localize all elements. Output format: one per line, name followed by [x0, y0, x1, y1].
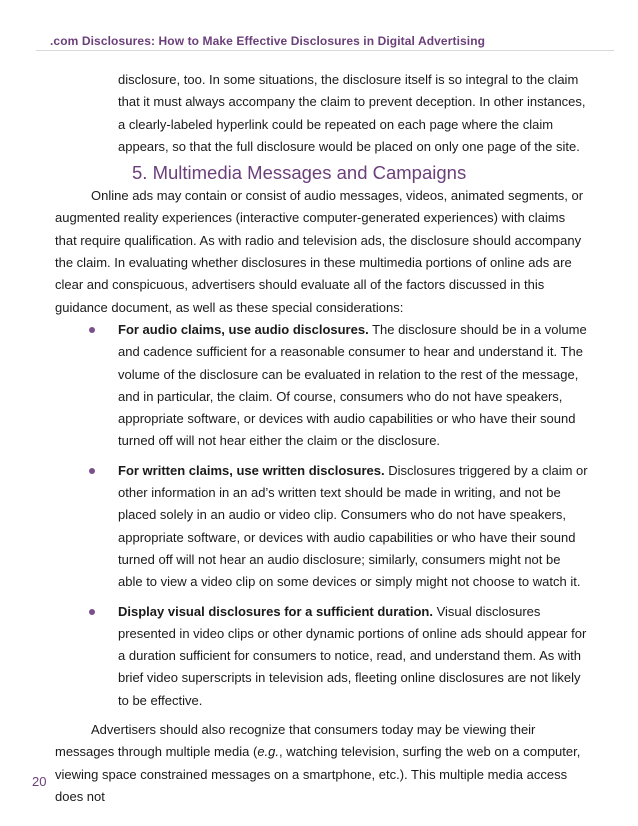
- closing-text-end: , watching television, surfing the web on a computer, viewing space constrained messages on a smartphone, etc.). This multiple media access does not: [55, 744, 581, 804]
- bullet-text: Visual disclosures presented in video clips or other dynamic portions of online ads should appear for a duration sufficient for consumers to notice, read, and understand them. As with brief video superscripts in television ads, fleeting online disclosures are not likely to be effective.: [118, 603, 587, 708]
- closing-text-start: Advertisers should also recognize that consumers today may be viewing their messages through multiple media (: [55, 722, 536, 760]
- bullet-text: Disclosures triggered by a claim or other information in an ad’s written text should be made in writing, and not be placed solely in an audio or video clip. Consumers who do not have speakers, appropriate software, or devices with audio capabilities or who have their sound turned off will not hear an audio disclosure; similarly, consumers might not be able to view a video clip on some devices or simply might not choose to watch it.: [118, 462, 588, 590]
- closing-eg: e.g.: [257, 744, 280, 760]
- closing-paragraph: [55, 719, 588, 808]
- page-body: [55, 69, 588, 808]
- bullet-lead: For written claims, use written disclosures.: [118, 462, 385, 478]
- list-item: [55, 601, 588, 712]
- bullet-icon: [89, 327, 95, 333]
- list-item: [55, 319, 588, 453]
- continued-paragraph: disclosure, too. In some situations, the disclosure itself is so integral to the claim that it must always accompany the claim to prevent deception. In other instances, a clearly-labeled hyperlink could be repeated on each page where the claim appears, so that the full disclosure would be placed on only one page of the site.: [118, 72, 586, 154]
- bullet-icon: [89, 468, 95, 474]
- header-divider: [36, 50, 614, 51]
- considerations-list: [55, 319, 588, 712]
- running-header: .com Disclosures: How to Make Effective Disclosures in Digital Advertising: [50, 34, 486, 48]
- page-number: 20: [32, 774, 47, 789]
- bullet-lead: Display visual disclosures for a sufficient duration.: [118, 603, 433, 619]
- bullet-lead: For audio claims, use audio disclosures.: [118, 321, 369, 337]
- bullet-icon: [89, 609, 95, 615]
- bullet-text: The disclosure should be in a volume and cadence sufficient for a reasonable consumer to hear and understand it. The volume of the disclosure can be evaluated in relation to the rest of the message, and in particular, the claim. Of course, consumers who do not have speakers, appropriate software, or devices with audio capabilities or who have their sound turned off will not hear either the claim or the disclosure.: [118, 321, 587, 449]
- intro-paragraph: Online ads may contain or consist of audio messages, videos, animated segments, or augmented reality experiences (interactive computer-generated experiences) with claims that require qualification. As with radio and television ads, the disclosure should accompany the claim. In evaluating whether disclosures in these multimedia portions of online ads are clear and conspicuous, advertisers should evaluate all of the factors discussed in this guidance document, as well as these special considerations:: [55, 188, 584, 315]
- section-heading: 5. Multimedia Messages and Campaigns: [132, 162, 467, 184]
- list-item: [55, 460, 588, 594]
